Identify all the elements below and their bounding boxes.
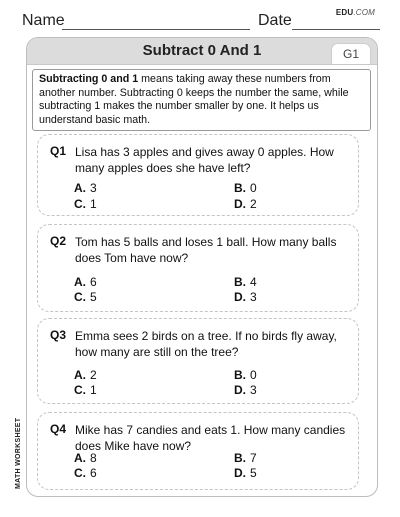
worksheet-title: Subtract 0 And 1 <box>142 42 262 59</box>
question-number: Q3 <box>50 328 67 342</box>
brand-suffix: .COM <box>353 8 375 17</box>
option-letter: D. <box>234 383 246 397</box>
option-value: 5 <box>250 466 257 480</box>
question-card-3 <box>37 318 359 404</box>
option-letter: A. <box>74 275 86 289</box>
option-value: 8 <box>90 451 97 465</box>
option-value: 1 <box>90 383 97 397</box>
option-b[interactable] <box>234 451 257 465</box>
intro-text: means taking away these numbers from another number. Subtracting 0 keeps the number the same, while subtracting 1 makes the number smaller by one. It helps us understand basic math. <box>39 73 349 126</box>
option-letter: C. <box>74 290 86 304</box>
option-a[interactable] <box>74 368 97 382</box>
grade-badge: G1 <box>331 43 371 64</box>
option-letter: B. <box>234 451 246 465</box>
option-letter: B. <box>234 275 246 289</box>
question-card-1 <box>37 134 359 216</box>
option-value: 0 <box>250 368 257 382</box>
option-letter: D. <box>234 290 246 304</box>
question-number: Q2 <box>50 234 67 248</box>
option-c[interactable] <box>74 290 97 304</box>
option-b[interactable] <box>234 368 257 382</box>
question-card-2 <box>37 224 359 312</box>
option-value: 3 <box>90 181 97 195</box>
option-letter: C. <box>74 197 86 211</box>
question-number: Q1 <box>50 144 67 158</box>
name-line[interactable] <box>62 29 250 30</box>
option-a[interactable] <box>74 451 97 465</box>
date-label: Date <box>258 12 292 29</box>
option-letter: D. <box>234 197 246 211</box>
option-value: 0 <box>250 181 257 195</box>
name-label: Name <box>22 12 65 29</box>
question-text: Lisa has 3 apples and gives away 0 apples. How many apples does she have left? <box>75 145 334 175</box>
question-number: Q4 <box>50 422 67 436</box>
date-line[interactable] <box>292 29 380 30</box>
option-d[interactable] <box>234 466 257 480</box>
option-letter: A. <box>74 368 86 382</box>
option-letter: B. <box>234 181 246 195</box>
option-value: 6 <box>90 275 97 289</box>
option-letter: A. <box>74 451 86 465</box>
side-label <box>15 415 27 489</box>
option-letter: D. <box>234 466 246 480</box>
option-d[interactable] <box>234 197 257 211</box>
option-letter: C. <box>74 383 86 397</box>
intro-bold-lead: Subtracting 0 and 1 <box>39 73 139 85</box>
option-a[interactable] <box>74 181 97 195</box>
brand-name: EDU <box>335 8 354 17</box>
title-bar <box>27 38 377 65</box>
option-value: 1 <box>90 197 97 211</box>
option-value: 7 <box>250 451 257 465</box>
option-value: 4 <box>250 275 257 289</box>
question-card-4 <box>37 412 359 490</box>
option-d[interactable] <box>234 290 257 304</box>
option-value: 2 <box>250 197 257 211</box>
option-c[interactable] <box>74 383 97 397</box>
intro-box <box>32 69 371 131</box>
option-c[interactable] <box>74 197 97 211</box>
option-letter: C. <box>74 466 86 480</box>
question-text: Emma sees 2 birds on a tree. If no birds fly away, how many are still on the tree? <box>75 329 337 359</box>
option-value: 3 <box>250 290 257 304</box>
option-b[interactable] <box>234 275 257 289</box>
option-d[interactable] <box>234 383 257 397</box>
option-b[interactable] <box>234 181 257 195</box>
option-value: 3 <box>250 383 257 397</box>
side-label-text: MATH WORKSHEET <box>15 417 22 489</box>
option-value: 5 <box>90 290 97 304</box>
option-letter: A. <box>74 181 86 195</box>
option-a[interactable] <box>74 275 97 289</box>
option-value: 2 <box>90 368 97 382</box>
question-text: Tom has 5 balls and loses 1 ball. How many balls does Tom have now? <box>75 235 337 265</box>
brand-logo <box>336 8 375 17</box>
question-text: Mike has 7 candies and eats 1. How many candies does Mike have now? <box>75 423 346 453</box>
option-value: 6 <box>90 466 97 480</box>
option-c[interactable] <box>74 466 97 480</box>
option-letter: B. <box>234 368 246 382</box>
